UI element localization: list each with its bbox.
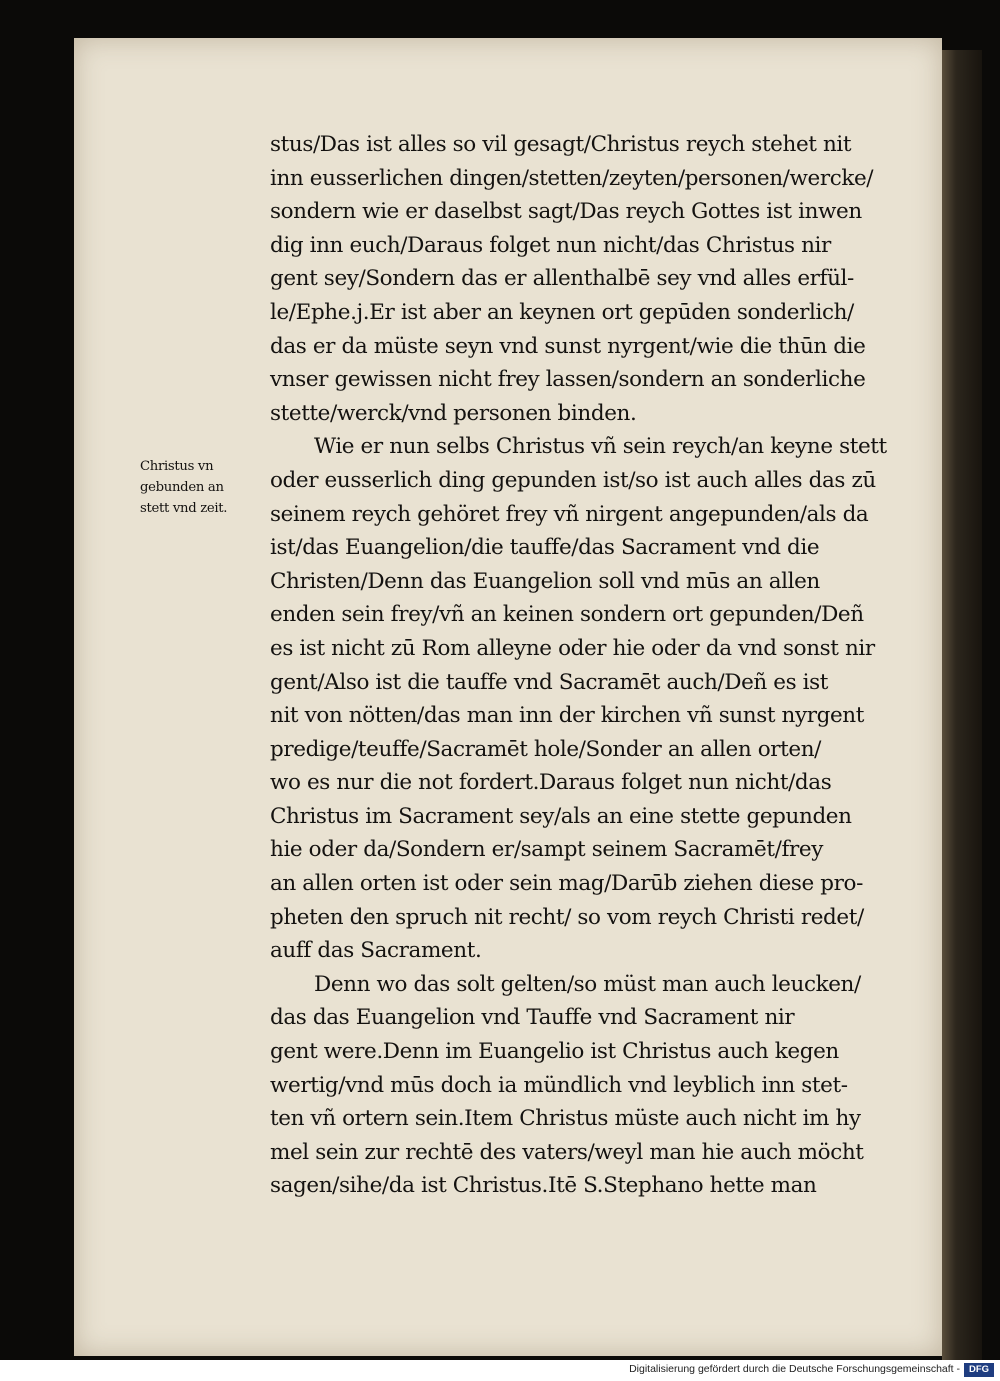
text-line: auff das Sacrament.: [270, 938, 482, 964]
text-line: le/Ephe.j.Er ist aber an keynen ort gepūden sonderlich/: [270, 299, 854, 325]
marginal-note-line: stett vnd zeit.: [140, 501, 228, 516]
text-line-paragraph-start: Wie er nun selbs Christus vñ sein reych/an keyne stett: [314, 434, 887, 460]
text-line: das das Euangelion vnd Tauffe vnd Sacrament nir: [270, 1005, 795, 1031]
text-line: das er da müste seyn vnd sunst nyrgent/wie die thūn die: [270, 333, 866, 359]
marginal-note: [140, 456, 270, 519]
dfg-logo: DFG: [964, 1363, 994, 1377]
text-line: ist/das Euangelion/die tauffe/das Sacrament vnd die: [270, 535, 820, 561]
marginal-note-line: gebunden an: [140, 480, 224, 495]
text-line: wo es nur die not fordert.Daraus folget nun nicht/das: [270, 770, 832, 796]
text-line-paragraph-start: Denn wo das solt gelten/so müst man auch leucken/: [314, 971, 861, 997]
page-edge: [942, 50, 982, 1360]
text-line: hie oder da/Sondern er/sampt seinem Sacramēt/frey: [270, 837, 823, 863]
text-line: mel sein zur rechtē des vaters/weyl man hie auch möcht: [270, 1139, 864, 1165]
text-line: seinem reych gehöret frey vñ nirgent angepunden/als da: [270, 501, 869, 527]
text-line: stus/Das ist alles so vil gesagt/Christus reych stehet nit: [270, 132, 852, 157]
text-line: enden sein frey/vñ an keinen sondern ort gepunden/Deñ: [270, 602, 864, 628]
text-line: sagen/sihe/da ist Christus.Itē S.Stephano hette man: [270, 1173, 817, 1199]
marginal-note-line: Christus vn: [140, 459, 214, 474]
text-line: dig inn euch/Daraus folget nun nicht/das Christus nir: [270, 232, 831, 258]
text-line: an allen orten ist oder sein mag/Darūb ziehen diese pro-: [270, 871, 863, 897]
text-line: stette/werck/vnd personen binden.: [270, 400, 637, 426]
text-line: vnser gewissen nicht frey lassen/sondern an sonderliche: [270, 367, 866, 393]
text-line: Christen/Denn das Euangelion soll vnd mūs an allen: [270, 568, 820, 594]
text-line: gent/Also ist die tauffe vnd Sacramēt auch/Deñ es ist: [270, 669, 829, 695]
text-line: nit von nötten/das man inn der kirchen vñ sunst nyrgent: [270, 703, 864, 729]
text-line: oder eusserlich ding gepunden ist/so ist auch alles das zū: [270, 467, 876, 493]
text-line: es ist nicht zū Rom alleyne oder hie oder da vnd sonst nir: [270, 635, 875, 661]
text-block: [270, 128, 910, 1203]
text-line: gent sey/Sondern das er allenthalbē sey vnd alles erfül-: [270, 266, 854, 292]
footer-bar: [0, 1360, 1000, 1381]
page-edge-shadow: [982, 60, 1000, 1360]
footer-credit: Digitalisierung gefördert durch die Deutsche Forschungsgemeinschaft -: [629, 1363, 960, 1375]
text-line: pheten den spruch nit recht/ so vom reych Christi redet/: [270, 904, 864, 930]
text-line: inn eusserlichen dingen/stetten/zeyten/personen/wercke/: [270, 165, 874, 191]
text-line: Christus im Sacrament sey/als an eine stette gepunden: [270, 803, 852, 829]
text-line: wertig/vnd mūs doch ia mündlich vnd leyblich inn stet-: [270, 1072, 848, 1098]
text-line: sondern wie er daselbst sagt/Das reych Gottes ist inwen: [270, 199, 862, 225]
text-line: ten vñ ortern sein.Item Christus müste auch nicht im hy: [270, 1106, 861, 1132]
text-line: predige/teuffe/Sacramēt hole/Sonder an allen orten/: [270, 736, 821, 762]
text-line: gent were.Denn im Euangelio ist Christus auch kegen: [270, 1039, 839, 1065]
